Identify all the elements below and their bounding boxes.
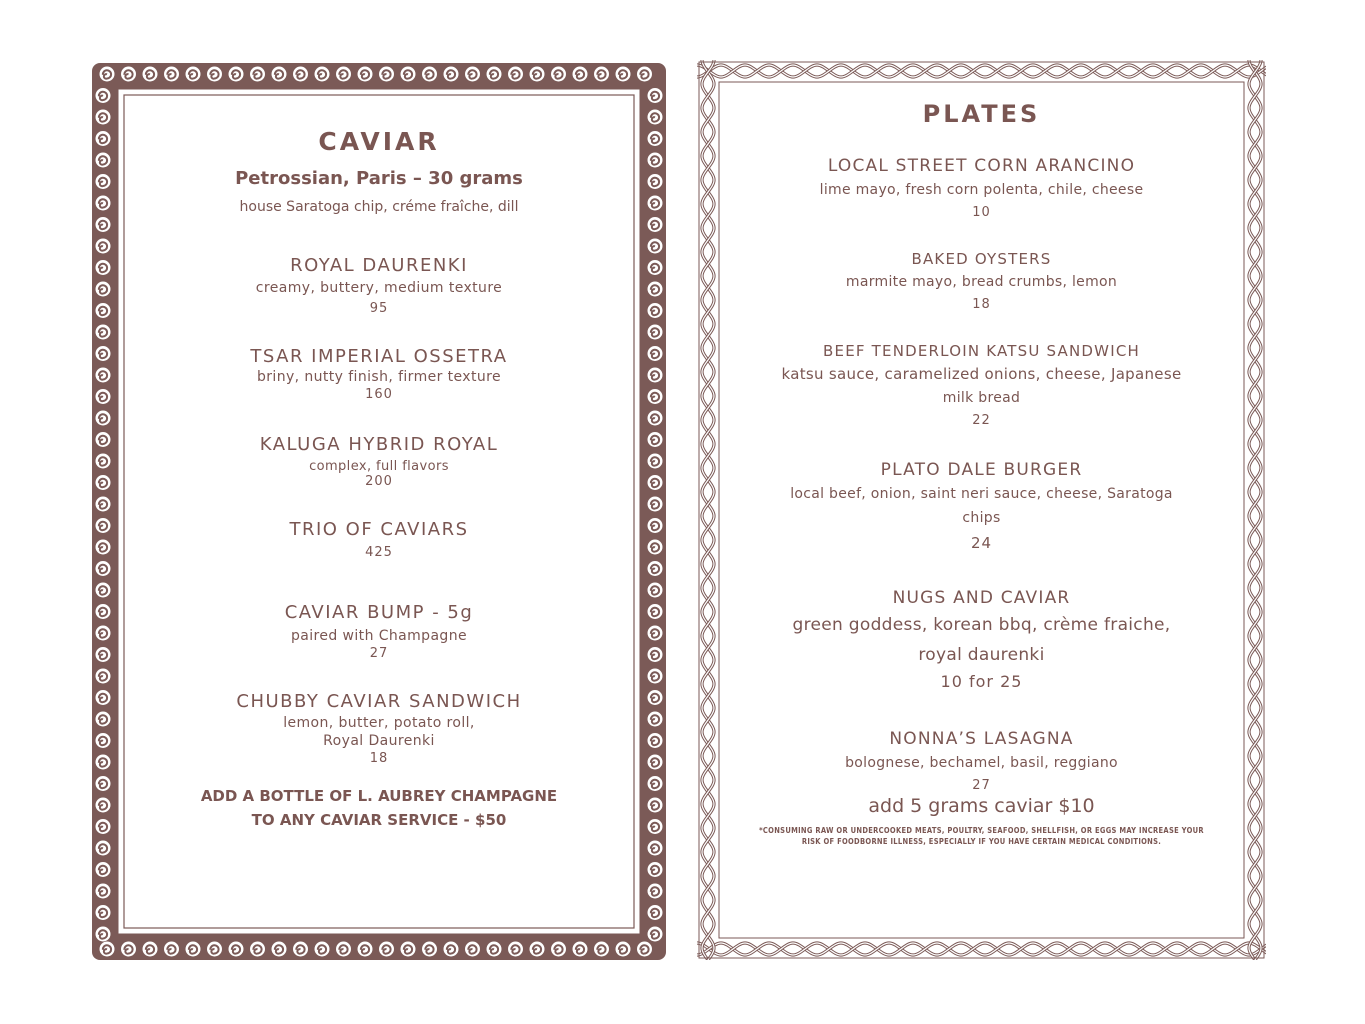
wave-scroll: [648, 755, 663, 770]
wave-scroll: [293, 67, 308, 82]
wave-scroll: [96, 110, 111, 125]
item-name: KALUGA HYBRID ROYAL: [259, 434, 499, 455]
item-price: 22: [972, 413, 991, 428]
offer-line: ADD A BOTTLE OF L. AUBREY CHAMPAGNE: [200, 787, 558, 805]
wave-scroll: [648, 626, 663, 641]
item-name: TRIO OF CAVIARS: [289, 519, 469, 540]
item-desc: [747, 362, 1216, 410]
disclaimer-line: RISK OF FOODBORNE ILLNESS, ESPECIALLY IF YOU HAVE CERTAIN MEDICAL CONDITIONS.: [801, 837, 1162, 846]
item-name: PLATO DALE BURGER: [880, 460, 1083, 480]
item-desc: paired with Champagne: [290, 628, 467, 644]
wave-scroll: [96, 604, 111, 619]
wave-scroll: [358, 942, 373, 957]
item-price: 18: [972, 297, 991, 312]
wave-scroll: [229, 67, 244, 82]
wave-scroll: [96, 346, 111, 361]
wave-scroll: [96, 475, 111, 490]
wave-scroll: [648, 776, 663, 791]
wave-scroll: [143, 67, 158, 82]
wave-scroll: [422, 67, 437, 82]
menu-item: [747, 250, 1216, 312]
wave-scroll: [648, 368, 663, 383]
item-name: TSAR IMPERIAL OSSETRA: [250, 346, 508, 367]
wave-scroll: [358, 67, 373, 82]
wave-scroll: [648, 432, 663, 447]
menu-item: [747, 156, 1216, 220]
wave-scroll: [96, 733, 111, 748]
item-price: 24: [970, 534, 993, 552]
wave-scroll: [648, 690, 663, 705]
wave-scroll: [648, 561, 663, 576]
wave-scroll: [648, 712, 663, 727]
wave-scroll: [465, 67, 480, 82]
item-name: LOCAL STREET CORN ARANCINO: [827, 156, 1136, 176]
plates-menu-card: [697, 60, 1266, 960]
wave-scroll: [96, 776, 111, 791]
menu-item: [747, 729, 1216, 793]
item-desc: complex, full flavors: [309, 459, 449, 474]
wave-scroll: [508, 942, 523, 957]
wave-scroll: [96, 647, 111, 662]
wave-scroll: [96, 841, 111, 856]
wave-scroll: [465, 942, 480, 957]
wave-scroll: [648, 884, 663, 899]
wave-scroll: [96, 174, 111, 189]
menu-item: [747, 588, 1216, 691]
caviar-addon: add 5 grams caviar $10: [868, 795, 1095, 817]
wave-scroll: [96, 88, 111, 103]
menu-item: [747, 460, 1216, 552]
item-name: CAVIAR BUMP - 5g: [284, 602, 474, 623]
item-name: NUGS AND CAVIAR: [892, 588, 1071, 608]
wave-scroll: [229, 942, 244, 957]
wave-scroll: [616, 67, 631, 82]
wave-scroll: [315, 67, 330, 82]
wave-scroll: [96, 282, 111, 297]
wave-scroll: [648, 389, 663, 404]
wave-scroll: [648, 540, 663, 555]
item-name: NONNA’S LASAGNA: [889, 729, 1074, 749]
item-desc: [747, 482, 1216, 530]
item-desc-line: chips: [962, 510, 1001, 526]
item-desc-line: royal daurenki: [918, 645, 1045, 665]
item-price: 95: [369, 301, 389, 316]
wave-scroll: [648, 647, 663, 662]
wave-scroll: [96, 561, 111, 576]
wave-scroll: [487, 67, 502, 82]
item-desc: lemon, butter, potato roll,: [283, 715, 475, 731]
wave-scroll: [648, 411, 663, 426]
wave-scroll: [96, 626, 111, 641]
wave-scroll: [96, 884, 111, 899]
wave-scroll: [648, 583, 663, 598]
item-desc: Royal Daurenki: [323, 733, 435, 749]
item-desc-line: milk bread: [942, 390, 1021, 406]
wave-scroll: [336, 67, 351, 82]
wave-scroll: [648, 153, 663, 168]
item-price: 27: [369, 646, 389, 661]
wave-scroll: [648, 733, 663, 748]
wave-scroll: [648, 905, 663, 920]
wave-scroll: [637, 942, 652, 957]
wave-scroll: [401, 67, 416, 82]
wave-scroll: [272, 942, 287, 957]
wave-scroll: [293, 942, 308, 957]
wave-scroll: [648, 819, 663, 834]
wave-scroll: [648, 174, 663, 189]
item-desc: bolognese, bechamel, basil, reggiano: [845, 755, 1118, 771]
menu-item: [132, 346, 626, 402]
wave-scroll: [164, 942, 179, 957]
wave-scroll: [648, 110, 663, 125]
wave-scroll: [250, 942, 265, 957]
wave-scroll: [648, 282, 663, 297]
item-price: 425: [365, 545, 393, 560]
wave-scroll: [648, 862, 663, 877]
item-desc: [747, 610, 1216, 670]
wave-scroll: [487, 942, 502, 957]
wave-scroll: [379, 67, 394, 82]
item-name: BAKED OYSTERS: [911, 250, 1052, 268]
wave-scroll: [648, 798, 663, 813]
wave-scroll: [530, 942, 545, 957]
plates-section: [747, 100, 1216, 847]
wave-scroll: [96, 303, 111, 318]
wave-scroll: [186, 67, 201, 82]
wave-scroll: [648, 325, 663, 340]
wave-scroll: [648, 131, 663, 146]
wave-scroll: [648, 454, 663, 469]
disclaimer-line: *CONSUMING RAW OR UNDERCOOKED MEATS, POULTRY, SEAFOOD, SHELLFISH, OR EGGS MAY INCREASE YOUR: [759, 826, 1204, 835]
wave-scroll: [96, 712, 111, 727]
wave-scroll: [96, 862, 111, 877]
wave-scroll: [96, 819, 111, 834]
item-desc: briny, nutty finish, firmer texture: [256, 369, 502, 385]
item-desc: lime mayo, fresh corn polenta, chile, cheese: [819, 182, 1144, 198]
wave-scroll: [444, 67, 459, 82]
menu-item: [132, 255, 626, 316]
item-price: 160: [365, 387, 393, 402]
wave-scroll: [379, 942, 394, 957]
wave-scroll: [551, 942, 566, 957]
health-disclaimer: [747, 825, 1216, 847]
wave-scroll: [648, 346, 663, 361]
item-price: 200: [365, 474, 393, 489]
wave-scroll: [315, 942, 330, 957]
wave-scroll: [96, 389, 111, 404]
item-desc-line: green goddess, korean bbq, crème fraiche,: [792, 615, 1171, 635]
wave-scroll: [648, 88, 663, 103]
item-desc-line: katsu sauce, caramelized onions, cheese, Japanese: [781, 365, 1182, 383]
menu-item: [747, 342, 1216, 428]
wave-scroll: [186, 942, 201, 957]
caviar-section: [132, 121, 626, 832]
plates-title: PLATES: [922, 100, 1041, 128]
wave-scroll: [401, 942, 416, 957]
menu-item: [132, 434, 626, 489]
wave-scroll: [272, 67, 287, 82]
item-name: ROYAL DAURENKI: [290, 255, 468, 276]
wave-scroll: [96, 411, 111, 426]
wave-scroll: [594, 67, 609, 82]
wave-scroll: [551, 67, 566, 82]
menu-item: [132, 691, 626, 766]
wave-scroll: [96, 798, 111, 813]
wave-scroll: [648, 303, 663, 318]
wave-scroll: [648, 518, 663, 533]
wave-scroll: [648, 475, 663, 490]
wave-scroll: [648, 239, 663, 254]
wave-scroll: [121, 942, 136, 957]
item-price: 10 for 25: [940, 672, 1023, 691]
wave-scroll: [508, 67, 523, 82]
wave-scroll: [96, 239, 111, 254]
wave-scroll: [143, 942, 158, 957]
item-name: CHUBBY CAVIAR SANDWICH: [236, 691, 522, 712]
wave-scroll: [573, 942, 588, 957]
wave-scroll: [96, 325, 111, 340]
wave-scroll: [100, 67, 115, 82]
wave-scroll: [96, 217, 111, 232]
item-price: 18: [369, 751, 389, 766]
wave-scroll: [96, 540, 111, 555]
wave-scroll: [336, 942, 351, 957]
item-desc-line: local beef, onion, saint neri sauce, cheese, Saratoga: [790, 486, 1173, 502]
wave-scroll: [648, 260, 663, 275]
champagne-offer: [132, 784, 626, 832]
wave-scroll: [96, 432, 111, 447]
wave-scroll: [100, 942, 115, 957]
item-price: 27: [972, 778, 991, 793]
wave-scroll: [444, 942, 459, 957]
wave-scroll: [648, 196, 663, 211]
item-desc: creamy, buttery, medium texture: [255, 280, 503, 296]
wave-scroll: [96, 260, 111, 275]
wave-scroll: [121, 67, 136, 82]
wave-scroll: [637, 67, 652, 82]
item-name: BEEF TENDERLOIN KATSU SANDWICH: [823, 342, 1140, 360]
wave-scroll: [96, 196, 111, 211]
wave-scroll: [594, 942, 609, 957]
caviar-subtitle: Petrossian, Paris – 30 grams: [235, 168, 523, 189]
wave-scroll: [648, 669, 663, 684]
wave-scroll: [422, 942, 437, 957]
wave-scroll: [648, 497, 663, 512]
wave-scroll: [250, 67, 265, 82]
wave-scroll: [96, 927, 111, 942]
wave-scroll: [207, 67, 222, 82]
caviar-subtitle-desc: house Saratoga chip, créme fraîche, dill: [239, 199, 519, 215]
wave-scroll: [96, 905, 111, 920]
wave-scroll: [648, 604, 663, 619]
menu-item: [132, 519, 626, 560]
menu-item: [132, 602, 626, 661]
wave-scroll: [96, 669, 111, 684]
item-price: 10: [972, 205, 991, 220]
wave-scroll: [96, 518, 111, 533]
wave-scroll: [96, 131, 111, 146]
wave-scroll: [207, 942, 222, 957]
wave-scroll: [96, 454, 111, 469]
item-desc: marmite mayo, bread crumbs, lemon: [845, 274, 1118, 290]
wave-scroll: [96, 755, 111, 770]
wave-scroll: [648, 841, 663, 856]
wave-scroll: [96, 368, 111, 383]
offer-line: TO ANY CAVIAR SERVICE - $50: [251, 811, 507, 829]
wave-scroll: [96, 497, 111, 512]
wave-scroll: [648, 927, 663, 942]
caviar-title: CAVIAR: [318, 127, 440, 156]
wave-scroll: [96, 583, 111, 598]
wave-scroll: [164, 67, 179, 82]
wave-scroll: [616, 942, 631, 957]
wave-scroll: [648, 217, 663, 232]
caviar-menu-card: [92, 63, 666, 960]
wave-scroll: [96, 690, 111, 705]
wave-scroll: [573, 67, 588, 82]
wave-scroll: [96, 153, 111, 168]
wave-scroll: [530, 67, 545, 82]
